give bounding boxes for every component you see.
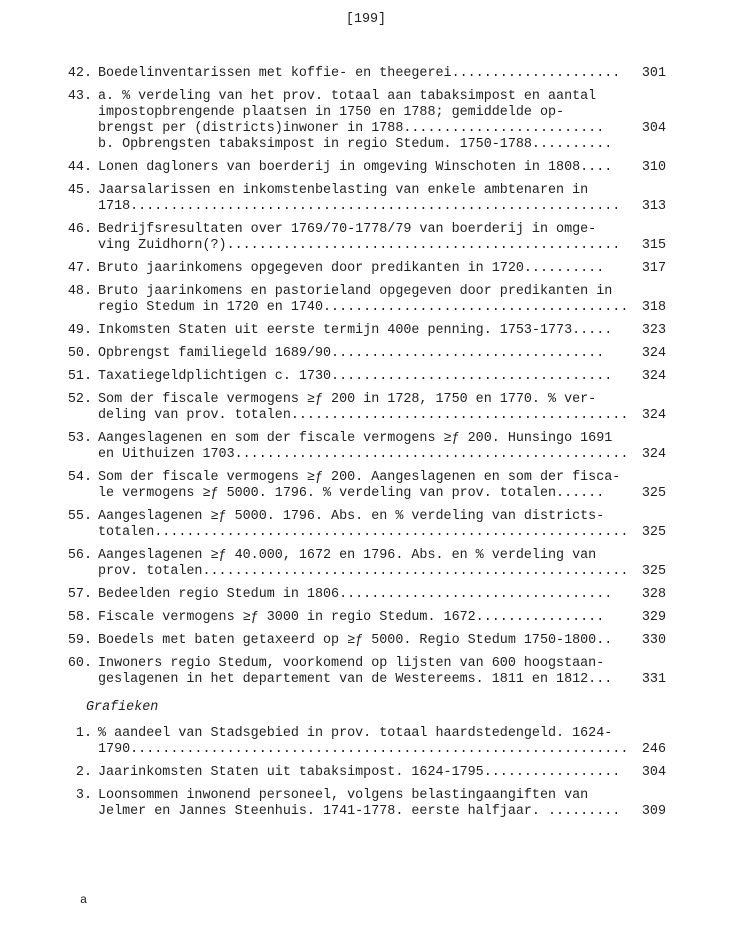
entry-title: Bedrijfsresultaten over 1769/70-1778/79 van boerderij in omge- ving Zuidhorn(?).................................................: [98, 222, 621, 253]
entry-title: Aangeslagenen ≥ƒ 5000. 1796. Abs. en % verdeling van districts- totalen...........................................................: [98, 509, 629, 540]
entry-number: 51.: [67, 369, 92, 384]
entry-number: 2.: [75, 765, 92, 780]
toc-entry: [60, 587, 666, 603]
entry-body: [98, 392, 666, 424]
entry-title: Bruto jaarinkomens en pastorieland opgegeven door predikanten in regio Stedum in 1720 en 1740......................................: [98, 284, 629, 315]
entry-title: Boedels met baten getaxeerd op ≥ƒ 5000. Regio Stedum 1750-1800..: [98, 633, 613, 648]
entry-body: [98, 89, 666, 153]
entry-page: 325: [641, 486, 666, 501]
entry-body: [98, 587, 666, 603]
entry-body: [98, 323, 666, 339]
entry-number: 52.: [67, 392, 92, 407]
entry-body: [98, 431, 666, 463]
entry-body: [98, 726, 666, 758]
entry-page: 328: [641, 587, 666, 602]
entry-page: 310: [641, 160, 666, 175]
toc-entry: [60, 726, 666, 758]
entry-body: [98, 788, 666, 820]
entry-number: 59.: [67, 633, 92, 648]
entry-title: Bedeelden regio Stedum in 1806..................................: [98, 587, 613, 602]
toc-entry: [60, 548, 666, 580]
toc-entry: [60, 323, 666, 339]
toc-entry: [60, 66, 666, 82]
toc-entry: [60, 392, 666, 424]
entry-number: 47.: [67, 261, 92, 276]
entry-title: Loonsommen inwonend personeel, volgens belastingaangiften van Jelmer en Jannes Steenhuis. 1741-1778. eerste halfjaar. .........: [98, 788, 621, 819]
entry-title: Lonen dagloners van boerderij in omgeving Winschoten in 1808....: [98, 160, 613, 175]
footer-mark: a: [80, 893, 88, 907]
entry-title: Som der fiscale vermogens ≥ƒ 200. Aangeslagenen en som der fisca- le vermogens ≥ƒ 5000. 1796. % verdeling van prov. totalen......: [98, 470, 621, 501]
toc-entry: [60, 765, 666, 781]
graphs-list: [60, 726, 666, 820]
entry-page: 318: [641, 300, 666, 315]
entry-page: 324: [641, 369, 666, 384]
toc-entry: [60, 509, 666, 541]
entry-number: 1.: [75, 726, 92, 741]
entry-page: 317: [641, 261, 666, 276]
entry-body: [98, 261, 666, 277]
entry-number: 54.: [67, 470, 92, 485]
entry-page: 315: [641, 238, 666, 253]
entry-title: Taxatiegeldplichtigen c. 1730...................................: [98, 369, 613, 384]
entry-number: 3.: [75, 788, 92, 803]
entry-page: 246: [641, 742, 666, 757]
entry-number: 53.: [67, 431, 92, 446]
section-heading-grafieken: Grafieken: [86, 700, 159, 715]
entry-page: 324: [641, 408, 666, 423]
entry-page: 324: [641, 346, 666, 361]
entry-page: 304: [641, 121, 666, 136]
entry-page: 325: [641, 525, 666, 540]
entry-page: 329: [641, 610, 666, 625]
toc-entry: [60, 369, 666, 385]
toc-entry: [60, 222, 666, 254]
table-of-contents: [60, 66, 666, 827]
toc-entry: [60, 89, 666, 153]
entry-title: % aandeel van Stadsgebied in prov. totaal haardstedengeld. 1624- 1790..............................................................: [98, 726, 629, 757]
toc-entry: [60, 656, 666, 688]
entry-number: 56.: [67, 548, 92, 563]
entry-title: Jaarinkomsten Staten uit tabaksimpost. 1624-1795.................: [98, 765, 621, 780]
entry-number: 43.: [67, 89, 92, 104]
entry-body: [98, 548, 666, 580]
entry-body: [98, 470, 666, 502]
entry-title: Fiscale vermogens ≥ƒ 3000 in regio Stedum. 1672................: [98, 610, 605, 625]
entry-number: 46.: [67, 222, 92, 237]
entry-body: [98, 610, 666, 626]
entry-body: [98, 346, 666, 362]
entry-title: Boedelinventarissen met koffie- en theegerei.....................: [98, 66, 621, 81]
entry-number: 50.: [67, 346, 92, 361]
toc-entry: [60, 183, 666, 215]
entry-title: Som der fiscale vermogens ≥ƒ 200 in 1728, 1750 en 1770. % ver- deling van prov. totalen..........................................: [98, 392, 629, 423]
page-number: [199]: [345, 12, 387, 27]
entry-subitem: [98, 137, 660, 153]
entry-page: 313: [641, 199, 666, 214]
entry-number: 57.: [67, 587, 92, 602]
entry-number: 60.: [67, 656, 92, 671]
entry-body: [98, 633, 666, 649]
entry-body: [98, 656, 666, 688]
entry-body: [98, 66, 666, 82]
entry-title: Inkomsten Staten uit eerste termijn 400e penning. 1753-1773.....: [98, 323, 613, 338]
entry-number: 58.: [67, 610, 92, 625]
toc-entry: [60, 633, 666, 649]
entry-page: 324: [641, 447, 666, 462]
entry-body: [98, 183, 666, 215]
entry-number: 49.: [67, 323, 92, 338]
subitem-title: b. Opbrengsten tabaksimpost in regio Stedum. 1750-1788..........: [98, 137, 613, 152]
toc-entry: [60, 160, 666, 176]
toc-entry: [60, 610, 666, 626]
toc-entry: [60, 431, 666, 463]
entry-title: Opbrengst familiegeld 1689/90..................................: [98, 346, 605, 361]
entry-title: Jaarsalarissen en inkomstenbelasting van enkele ambtenaren in 1718.............................................................: [98, 183, 621, 214]
entry-page: 331: [641, 672, 666, 687]
entry-title: Aangeslagenen ≥ƒ 40.000, 1672 en 1796. Abs. en % verdeling van prov. totalen.....................................................: [98, 548, 629, 579]
entry-title: Aangeslagenen en som der fiscale vermogens ≥ƒ 200. Hunsingo 1691 en Uithuizen 1703.................................................: [98, 431, 629, 462]
entry-page: 323: [641, 323, 666, 338]
entry-page: 301: [641, 66, 666, 81]
entry-title: Bruto jaarinkomens opgegeven door predikanten in 1720..........: [98, 261, 605, 276]
toc-entry: [60, 346, 666, 362]
toc-entry: [60, 284, 666, 316]
entry-body: [98, 160, 666, 176]
entry-body: [98, 369, 666, 385]
toc-entry: [60, 470, 666, 502]
entry-page: 304: [641, 765, 666, 780]
entry-body: [98, 284, 666, 316]
entry-body: [98, 222, 666, 254]
entry-number: 44.: [67, 160, 92, 175]
entry-page: 325: [641, 564, 666, 579]
entry-title: Inwoners regio Stedum, voorkomend op lijsten van 600 hoogstaan- geslagenen in het departement van de Westereems. 1811 en 1812...: [98, 656, 613, 687]
entry-number: 48.: [67, 284, 92, 299]
entry-body: [98, 765, 666, 781]
entry-page: 309: [641, 804, 666, 819]
entry-number: 55.: [67, 509, 92, 524]
entry-page: 330: [641, 633, 666, 648]
entry-number: 45.: [67, 183, 92, 198]
entry-title: a. % verdeling van het prov. totaal aan tabaksimpost en aantal impostopbrengende plaatsen in 1750 en 1788; gemiddelde op- brengst per (districts)inwoner in 1788.........................: [98, 89, 605, 136]
entry-number: 42.: [67, 66, 92, 81]
toc-entry: [60, 788, 666, 820]
entry-body: [98, 509, 666, 541]
tables-list: [60, 66, 666, 688]
toc-entry: [60, 261, 666, 277]
